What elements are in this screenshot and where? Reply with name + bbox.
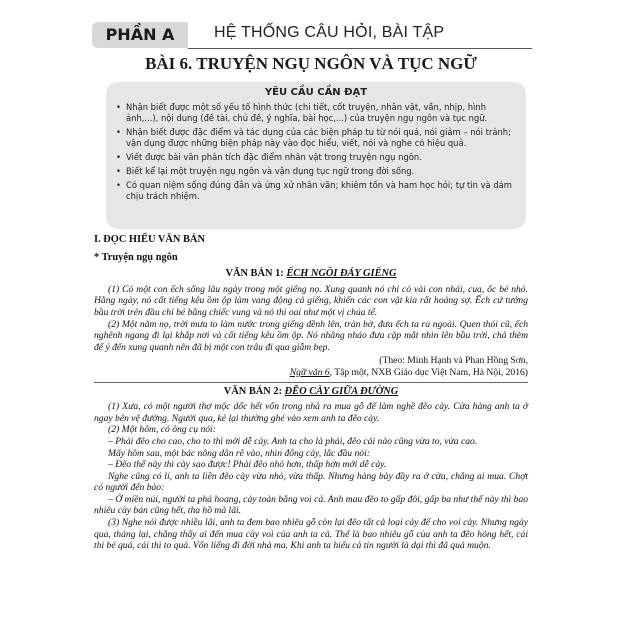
main-content [94, 234, 528, 552]
requirements-list [114, 102, 516, 205]
text2-name: ĐẼO CÀY GIỮA ĐƯỜNG [284, 385, 399, 397]
part-label: PHẦN A [92, 22, 188, 48]
text1-name: ẾCH NGỒI ĐÁY GIẾNG [286, 268, 397, 280]
source-prefix: (Theo: Minh Hạnh và Phan Hồng Sơn, [379, 355, 528, 367]
text2-paragraph-5: (3) Nghe nói được nhiều lãi, anh ta đem bao nhiêu gỗ còn lại đẽo tất cả loại cày để cho voi cày. Nhưng ngày qua, tháng lại, chẳng thấy ai đến mua cày voi của anh ta cả. Thế là bao nhiêu gỗ của anh ta đẽo hỏng hết, cái thì bé quá, cái thì to quá. Vốn liếng đi đời nhà ma. Khi anh ta hiểu cả tin người là dại thì đã quá muộn. [94, 517, 528, 552]
lesson-title: BÀI 6. TRUYỆN NGỤ NGÔN VÀ TỤC NGỮ [145, 54, 477, 73]
requirement-item: • Viết được bài văn phân tích đặc điểm nhân vật trong truyện ngụ ngôn. [114, 152, 516, 163]
requirement-item: • Nhận biết được đặc điểm và tác dụng của các biện pháp tu từ nói quá, nói giảm – nói tránh; vận dụng được những biện pháp này vào đọc hiểu, viết, nói và nghe có hiệu quả. [114, 127, 516, 149]
text1-paragraph-2: (2) Một năm nọ, trời mưa to làm nước trong giếng dềnh lên, tràn bờ, đưa ếch ta ra ngoài. Quen thói cũ, ếch nghênh ngang đi lại khắp nơi và cất tiếng kêu ồm ộp. Nó nhâng nháo đưa cặp mắt nhìn lên bầu trời, chả thèm để ý đến xung quanh nên đã bị một con trâu đi qua giẫm bẹp. [94, 318, 528, 353]
source-suffix: , Tập một, NXB Giáo dục Việt Nam, Hà Nội, 2016) [329, 366, 528, 378]
requirement-item: • Có quan niệm sống đúng đắn và ứng xử nhân văn; khiêm tốn và ham học hỏi; tự tin và dám chịu trách nhiệm. [114, 180, 516, 202]
sub-heading: * Truyện ngụ ngôn [94, 251, 178, 263]
text2-paragraph-2: (2) Một hôm, có ông cụ nói: [108, 424, 216, 436]
page-header [92, 22, 532, 50]
text1-label: VĂN BẢN 1: [225, 268, 287, 280]
requirements-title: YÊU CẦU CẦN ĐẠT [264, 87, 368, 98]
text1-title [94, 268, 528, 280]
text2-paragraph-4: Nghe cũng có lí, anh ta liền đẽo cày vừa nhỏ, vừa thấp. Nhưng hàng bày đầy ra ở cửa, chẳng ai mua. Chợt có người đến bảo: [94, 470, 528, 494]
text2-dialogue-3: – Ở miền núi, người ta phá hoang, cày toàn bằng voi cả. Anh mau đẽo to gấp đôi, gấp ba như thế này thì bao nhiêu cày bán cũng hết, tha hồ mà lãi. [94, 493, 528, 517]
text1-paragraph-1: (1) Có một con ếch sống lâu ngày trong một giếng nọ. Xung quanh nó chỉ có vài con nhái, cua, ốc bé nhỏ. Hằng ngày, nó cất tiếng kêu ồm ộp làm vang động cả giếng, khiến các con vật kia rất hoảng sợ. Ếch cứ tưởng bầu trời trên đầu chỉ bé bằng chiếc vung và nó thì oai như một vị chúa tể. [94, 283, 528, 318]
header-divider [188, 48, 532, 49]
text2-paragraph-3: Mấy hôm sau, một bác nông dân rẽ vào, nhìn đống cày, lắc đầu nói: [108, 447, 370, 459]
text2-dialogue-2: – Đẽo thế này thì cày sao được! Phải đẽo nhỏ hơn, thấp hơn mới dễ cày. [108, 459, 387, 471]
source-book: Ngữ văn 6 [289, 366, 330, 378]
part-title: HỆ THỐNG CÂU HỎI, BÀI TẬP [214, 24, 445, 41]
text2-title [94, 386, 528, 398]
text1-source [94, 355, 528, 378]
text2-dialogue-1: – Phải đẽo cho cao, cho to thì mới dễ cày. Anh ta cho là phải, đẽo cái nào cũng vừa to, vừa cao. [108, 435, 478, 447]
requirement-item: • Nhận biết được một số yếu tố hình thức (chi tiết, cốt truyện, nhân vật, vần, nhịp, hình ảnh,...), nội dung (đề tài, chủ đề, ý nghĩa, bài học,...) của truyện ngụ ngôn và tục ngữ. [114, 102, 516, 124]
text2-label: VĂN BẢN 2: [223, 385, 285, 397]
requirements-box [106, 82, 526, 229]
text2-paragraph-1: (1) Xưa, có một người thợ mộc dốc hết vốn trong nhà ra mua gỗ để làm nghề đẽo cày. Cửa hàng anh ta ở ngay bên vệ đường. Người qua, kẻ lại thường ghé vào xem anh ta đẽo cày. [94, 401, 528, 424]
text-divider [94, 382, 528, 383]
requirement-item: • Biết kể lại một truyện ngụ ngôn và vận dụng tục ngữ trong đời sống. [114, 166, 516, 177]
section-heading: I. ĐỌC HIỂU VĂN BẢN [94, 234, 205, 245]
